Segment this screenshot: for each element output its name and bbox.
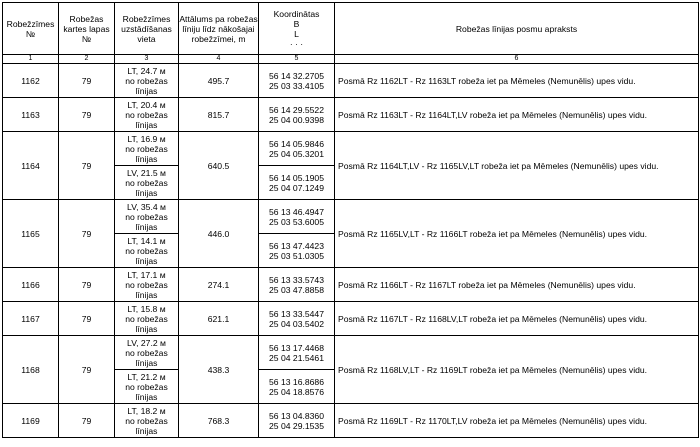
placement-cell: [115, 132, 179, 166]
placement-text: līnijas: [135, 153, 158, 164]
coordinate-l: 25 03 33.4105: [269, 80, 324, 91]
distance-value: 438.3: [179, 336, 259, 404]
marker-number: 1169: [3, 404, 59, 438]
column-number: 6: [335, 55, 699, 64]
placement-text: LT, 21.2 м: [127, 371, 166, 382]
placement-text: līnijas: [135, 425, 158, 436]
coordinates-cell: [259, 336, 335, 370]
coordinates-cell: [259, 200, 335, 234]
coordinate-l: 25 03 51.0305: [269, 250, 324, 261]
header-marker-number: Robežzīmes №: [3, 3, 59, 55]
coordinates-cell: [259, 268, 335, 302]
placement-text: LT, 18.2 м: [127, 405, 166, 416]
border-marker-table-page: [2, 2, 699, 438]
placement-cell: [115, 166, 179, 200]
placement-text: līnijas: [135, 323, 158, 334]
distance-value: 815.7: [179, 98, 259, 132]
coordinates-cell: [259, 302, 335, 336]
map-sheet-number: 79: [59, 200, 115, 268]
placement-text: no robežas: [125, 143, 168, 154]
table-row: [3, 302, 699, 336]
placement-text: līnijas: [135, 187, 158, 198]
placement-text: LV, 35.4 м: [127, 201, 166, 212]
placement-text: līnijas: [135, 85, 158, 96]
distance-value: 274.1: [179, 268, 259, 302]
placement-cell: [115, 234, 179, 268]
placement-text: LT, 14.1 м: [127, 235, 166, 246]
coordinate-b: 56 13 33.5743: [269, 274, 324, 285]
column-number: 1: [3, 55, 59, 64]
coordinate-l: 25 04 05.3201: [269, 148, 324, 159]
placement-text: LT, 17.1 м: [127, 269, 166, 280]
segment-description: Posmā Rz 1162LT - Rz 1163LT robeža iet pa Mēmeles (Nemunēlis) upes vidu.: [335, 64, 699, 98]
table-row: [3, 404, 699, 438]
coordinate-b: 56 13 04.8360: [269, 410, 324, 421]
coordinate-b: 56 13 17.4468: [269, 342, 324, 353]
placement-text: no robežas: [125, 75, 168, 86]
placement-text: LT, 15.8 м: [127, 303, 166, 314]
coordinate-l: 25 04 29.1535: [269, 420, 324, 431]
placement-cell: [115, 98, 179, 132]
placement-text: no robežas: [125, 347, 168, 358]
distance-value: 621.1: [179, 302, 259, 336]
coordinate-l: 25 04 00.9398: [269, 114, 324, 125]
coordinate-b: 56 13 33.5447: [269, 308, 324, 319]
header-map-sheet: Robežas kartes lapas №: [59, 3, 115, 55]
table-row: [3, 64, 699, 98]
placement-text: no robežas: [125, 177, 168, 188]
header-coordinates-l: L: [294, 28, 299, 39]
distance-value: 495.7: [179, 64, 259, 98]
column-number-row: [3, 55, 699, 64]
table-row: [3, 200, 699, 234]
column-number: 3: [115, 55, 179, 64]
map-sheet-number: 79: [59, 64, 115, 98]
coordinate-b: 56 13 47.4423: [269, 240, 324, 251]
placement-text: līnijas: [135, 357, 158, 368]
header-coordinates: [259, 3, 335, 55]
column-number: 4: [179, 55, 259, 64]
placement-text: LV, 27.2 м: [127, 337, 166, 348]
placement-cell: [115, 370, 179, 404]
coordinate-l: 25 03 53.6005: [269, 216, 324, 227]
coordinate-b: 56 14 05.9846: [269, 138, 324, 149]
placement-cell: [115, 268, 179, 302]
placement-text: LV, 21.5 м: [127, 167, 166, 178]
map-sheet-number: 79: [59, 336, 115, 404]
marker-number: 1166: [3, 268, 59, 302]
marker-number: 1168: [3, 336, 59, 404]
placement-cell: [115, 200, 179, 234]
placement-cell: [115, 336, 179, 370]
column-number: 5: [259, 55, 335, 64]
placement-text: LT, 20.4 м: [127, 99, 166, 110]
column-number: 2: [59, 55, 115, 64]
placement-text: no robežas: [125, 415, 168, 426]
placement-text: līnijas: [135, 119, 158, 130]
coordinate-b: 56 13 16.8686: [269, 376, 324, 387]
distance-value: 446.0: [179, 200, 259, 268]
segment-description: Posmā Rz 1163LT - Rz 1164LT,LV robeža iet pa Mēmeles (Nemunēlis) upes vidu.: [335, 98, 699, 132]
map-sheet-number: 79: [59, 302, 115, 336]
header-row: [3, 3, 699, 55]
header-coordinates-title: Koordinātas: [273, 8, 320, 19]
marker-number: 1165: [3, 200, 59, 268]
coordinates-cell: [259, 132, 335, 166]
marker-number: 1164: [3, 132, 59, 200]
placement-text: no robežas: [125, 245, 168, 256]
header-placement: Robežzīmes uzstādīšanas vieta: [115, 3, 179, 55]
segment-description: Posmā Rz 1164LT,LV - Rz 1165LV,LT robeža iet pa Mēmeles (Nemunēlis) upes vidu.: [335, 132, 699, 200]
table-row: [3, 132, 699, 166]
table-row: [3, 336, 699, 370]
placement-text: no robežas: [125, 381, 168, 392]
table-row: [3, 98, 699, 132]
segment-description: Posmā Rz 1165LV,LT - Rz 1166LT robeža iet pa Mēmeles (Nemunēlis) upes vidu.: [335, 200, 699, 268]
map-sheet-number: 79: [59, 404, 115, 438]
distance-value: 640.5: [179, 132, 259, 200]
placement-text: LT, 24.7 м: [127, 65, 166, 76]
border-marker-table: [2, 2, 699, 438]
placement-text: no robežas: [125, 211, 168, 222]
coordinate-l: 25 04 07.1249: [269, 182, 324, 193]
coordinate-l: 25 04 03.5402: [269, 318, 324, 329]
coordinate-l: 25 03 47.8858: [269, 284, 324, 295]
placement-text: līnijas: [135, 391, 158, 402]
map-sheet-number: 79: [59, 132, 115, 200]
segment-description: Posmā Rz 1168LV,LT - Rz 1169LT robeža iet pa Mēmeles (Nemunēlis) upes vidu.: [335, 336, 699, 404]
coordinates-cell: [259, 64, 335, 98]
segment-description: Posmā Rz 1169LT - Rz 1170LT,LV robeža iet pa Mēmeles (Nemunēlis) upes vidu.: [335, 404, 699, 438]
coordinates-cell: [259, 166, 335, 200]
placement-text: no robežas: [125, 279, 168, 290]
marker-number: 1162: [3, 64, 59, 98]
map-sheet-number: 79: [59, 268, 115, 302]
segment-description: Posmā Rz 1166LT - Rz 1167LT robeža iet pa Mēmeles (Nemunēlis) upes vidu.: [335, 268, 699, 302]
table-row: [3, 268, 699, 302]
placement-text: līnijas: [135, 255, 158, 266]
coordinates-cell: [259, 404, 335, 438]
placement-text: no robežas: [125, 313, 168, 324]
coordinate-b: 56 14 05.1905: [269, 172, 324, 183]
header-coordinates-dots: · · ·: [289, 38, 304, 49]
distance-value: 768.3: [179, 404, 259, 438]
coordinate-b: 56 14 32.2705: [269, 70, 324, 81]
coordinate-l: 25 04 18.8576: [269, 386, 324, 397]
placement-text: no robežas: [125, 109, 168, 120]
coordinate-b: 56 13 46.4947: [269, 206, 324, 217]
segment-description: Posmā Rz 1167LT - Rz 1168LV,LT robeža iet pa Mēmeles (Nemunēlis) upes vidu.: [335, 302, 699, 336]
placement-text: līnijas: [135, 221, 158, 232]
coordinate-b: 56 14 29.5522: [269, 104, 324, 115]
coordinate-l: 25 04 21.5461: [269, 352, 324, 363]
coordinates-cell: [259, 234, 335, 268]
header-coordinates-b: B: [293, 18, 300, 29]
placement-text: LT, 16.9 м: [127, 133, 166, 144]
placement-cell: [115, 302, 179, 336]
header-distance: Attālums pa robežas līniju līdz nākošajai robežzīmei, m: [179, 3, 259, 55]
header-description: Robežas līnijas posmu apraksts: [335, 3, 699, 55]
coordinates-cell: [259, 370, 335, 404]
coordinates-cell: [259, 98, 335, 132]
map-sheet-number: 79: [59, 98, 115, 132]
marker-number: 1163: [3, 98, 59, 132]
marker-number: 1167: [3, 302, 59, 336]
placement-cell: [115, 404, 179, 438]
placement-text: līnijas: [135, 289, 158, 300]
placement-cell: [115, 64, 179, 98]
